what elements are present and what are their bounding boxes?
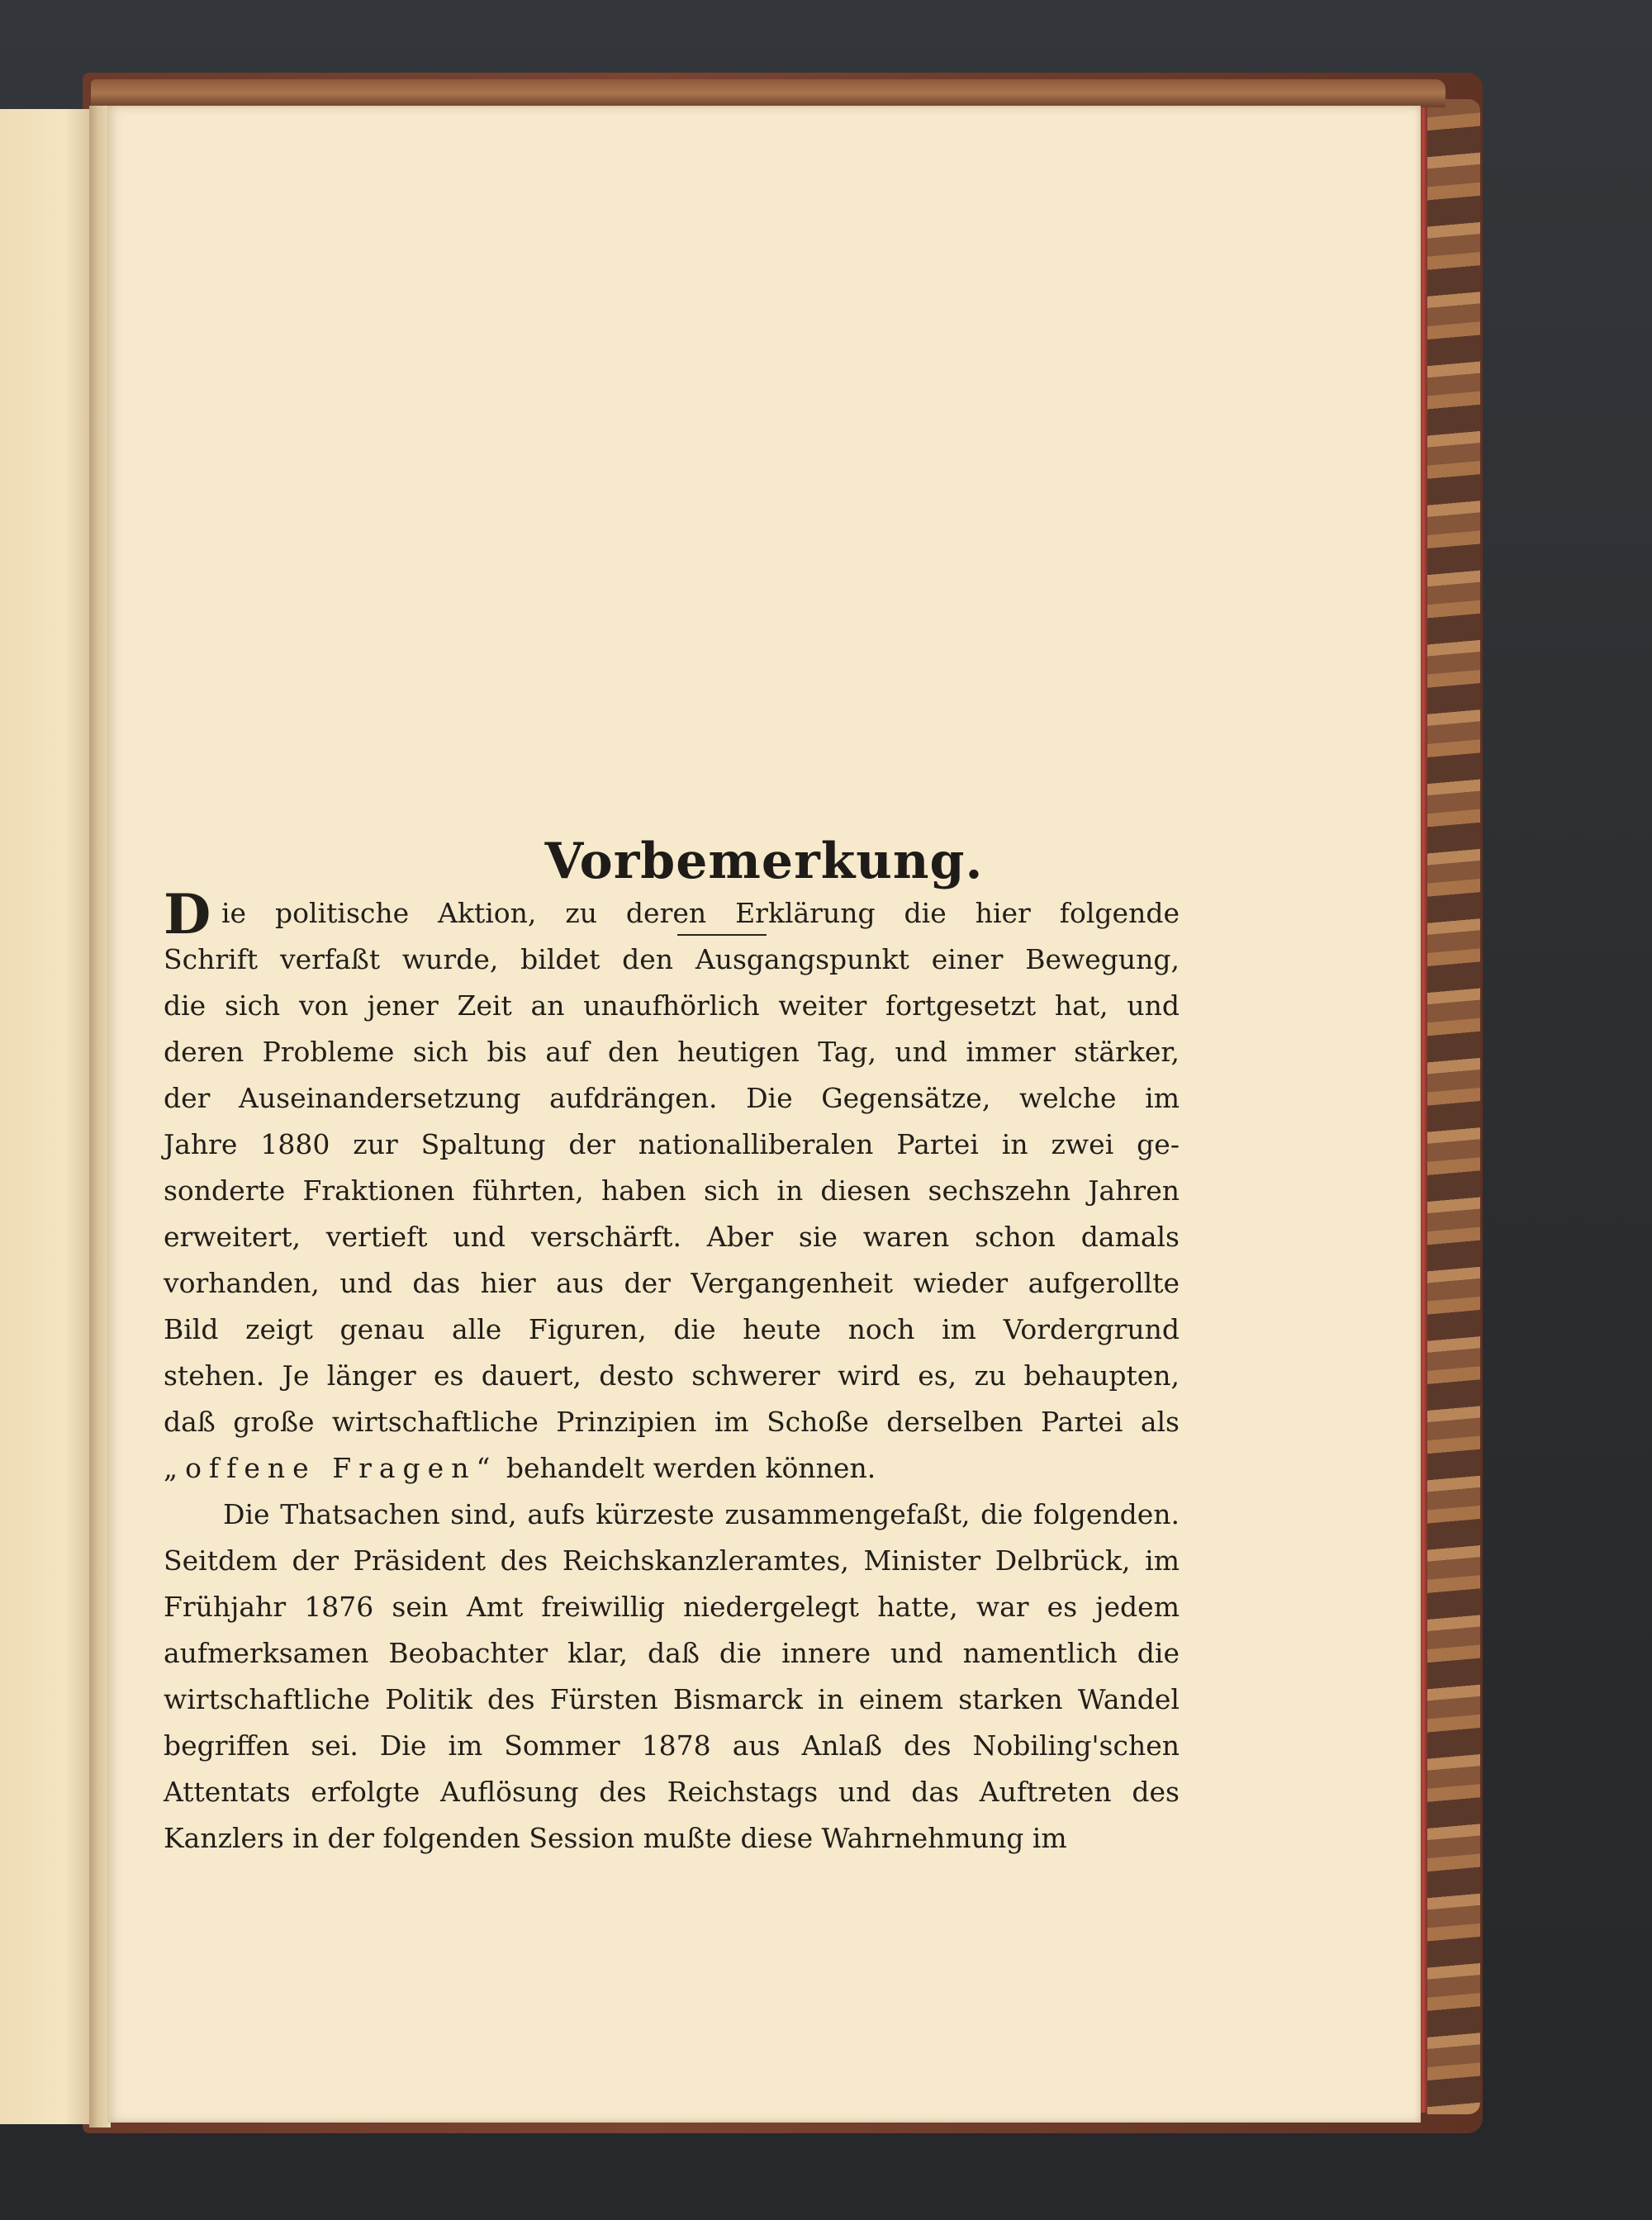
text-line — [164, 1445, 1180, 1492]
text-line: Schrift verfaßt wurde, bildet den Ausgangspunkt einer Bewegung, — [164, 943, 1180, 975]
text-line: Frühjahr 1876 sein Amt freiwillig niedergelegt hatte, war es jedem — [164, 1591, 1180, 1623]
book-top-edge — [91, 79, 1446, 107]
text-line: begriffen sei. Die im Sommer 1878 aus Anlaß des Nobiling'schen — [164, 1729, 1180, 1762]
body-text — [164, 882, 1180, 1862]
text-line: Seitdem der Präsident des Reichskanzleramtes, Minister Delbrück, im — [164, 1544, 1180, 1577]
text-line: vorhanden, und das hier aus der Vergangenheit wieder aufgerollte — [164, 1267, 1180, 1299]
text-line: wirtschaftliche Politik des Fürsten Bismarck in einem starken Wandel — [164, 1683, 1180, 1715]
text-line: deren Probleme sich bis auf den heutigen Tag, und immer stärker, — [164, 1036, 1180, 1068]
spaced-phrase: „offene Fragen“ — [164, 1452, 498, 1484]
text-line: die sich von jener Zeit an unaufhörlich weiter fortgesetzt hat, und — [164, 989, 1180, 1022]
text-line-content: ie politische Aktion, zu deren Erklärung die hier folgende — [221, 897, 1180, 929]
text-line: Attentats erfolgte Auflösung des Reichstags und das Auftreten des — [164, 1776, 1180, 1808]
facing-page-left — [0, 109, 93, 2124]
text-line: Jahre 1880 zur Spaltung der nationalliberalen Partei in zwei ge- — [164, 1128, 1180, 1160]
text-line: erweitert, vertieft und verschärft. Aber sie waren schon damals — [164, 1221, 1180, 1253]
drop-cap: D — [164, 882, 211, 946]
text-line: daß große wirtschaftliche Prinzipien im Schoße derselben Partei als — [164, 1406, 1180, 1438]
text-line: Die Thatsachen sind, aufs kürzeste zusammengefaßt, die folgenden. — [223, 1498, 1180, 1530]
text-line: Kanzlers in der folgenden Session mußte diese Wahrnehmung im — [164, 1822, 1067, 1854]
text-line-content: behandelt werden können. — [497, 1452, 876, 1484]
text-line — [164, 882, 1180, 946]
text-line: der Auseinandersetzung aufdrängen. Die Gegensätze, welche im — [164, 1082, 1180, 1114]
marbled-edge — [1427, 99, 1480, 2114]
text-line: sonderte Fraktionen führten, haben sich in diesen sechszehn Jahren — [164, 1174, 1180, 1207]
text-line: stehen. Je länger es dauert, desto schwerer wird es, zu behaupten, — [164, 1359, 1180, 1392]
text-line: Bild zeigt genau alle Figuren, die heute noch im Vordergrund — [164, 1313, 1180, 1345]
page-title: Vorbemerkung. — [544, 832, 984, 890]
text-line: aufmerksamen Beobachter klar, daß die innere und namentlich die — [164, 1637, 1180, 1669]
